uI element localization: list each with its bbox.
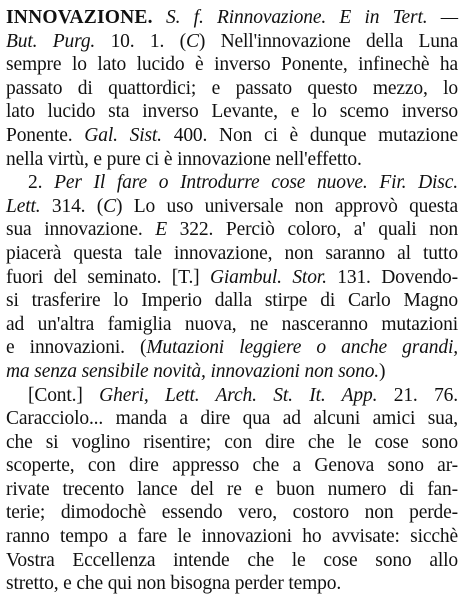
text-run: 131. Dovendo- (326, 266, 458, 288)
text-run: ranno tempo a fare le innovazioni ho avvisate: sicchè (6, 526, 458, 548)
text-line (6, 100, 458, 124)
text-run: scoperte, con dire appresso che a Genova sono ar- (6, 455, 458, 477)
text-line (6, 549, 458, 573)
italic-text: Gal. Sist. (84, 124, 162, 146)
italic-text: C (103, 195, 117, 217)
text-run: lato lucido sta inverso Levante, e lo scemo inverso (6, 101, 458, 123)
headword: INNOVAZIONE. (6, 7, 153, 28)
text-line (6, 336, 458, 360)
text-line (6, 360, 458, 384)
text-run: nella virtù, e pure ci è innovazione nell'effetto. (6, 148, 362, 170)
italic-text: Lett. (6, 195, 41, 217)
text-run: Ponente. (6, 124, 85, 146)
italic-text: ma senza sensibile novità, innovazioni non sono. (6, 360, 380, 382)
text-run: 2. (28, 172, 55, 194)
text-run: passato di quattordici; e passato questo mezzo, lo (6, 77, 458, 99)
italic-text: Giambul. Stor. (209, 266, 327, 288)
text-run: 314. ( (40, 195, 104, 217)
italic-text: Mutazioni leggiere o anche grandi, (146, 337, 458, 359)
text-line (6, 77, 458, 101)
text-line (6, 384, 458, 408)
text-run: che si voglino risentire; con dire che le cose sono (6, 431, 458, 453)
text-line (6, 266, 458, 290)
text-run: rivate trecento lance del re e buon numero di fan- (6, 478, 458, 500)
text-line (6, 53, 458, 77)
text-run: ] (193, 266, 210, 288)
text-line (6, 171, 458, 195)
text-line (6, 218, 458, 242)
text-line (6, 195, 458, 219)
text-line (6, 6, 458, 30)
dictionary-entry-innovazione (6, 6, 458, 596)
text-run: 322. Perciò coloro, a' quali non (167, 219, 458, 241)
text-run: T. (178, 266, 194, 288)
text-line (6, 572, 458, 596)
text-run: 10. 1. ( (95, 30, 186, 52)
italic-text: Gheri, Lett. Arch. St. It. App. (99, 384, 378, 406)
text-line (6, 454, 458, 478)
text-run: Caracciolo... manda a dire qua ad alcuni amici sua, (6, 408, 458, 430)
text-run: stretto, e che qui non bisogna perder tempo. (6, 573, 342, 595)
italic-text: S. f. Rinnovazione. E in Tert. — (152, 7, 458, 28)
text-run: 21. 76. (377, 384, 458, 406)
italic-text: C (185, 30, 199, 52)
text-run: piacerà questa tale innovazione, non saranno al tutto (6, 242, 458, 264)
text-line (6, 525, 458, 549)
text-line (6, 501, 458, 525)
text-line (6, 313, 458, 337)
text-run: e innovazioni. ( (6, 337, 147, 359)
text-run: Vostra Eccellenza intende che le cose sono allo (6, 549, 458, 571)
text-run: [Cont.] (28, 384, 100, 406)
text-run: ) Lo uso universale non approvò questa (116, 195, 458, 217)
text-run: 400. Non ci è dunque mutazione (161, 124, 458, 146)
text-run: terie; dimodochè essendo vero, costoro non perde- (6, 502, 458, 524)
text-run: si trasferire lo Imperio dalla stirpe di Carlo Magno (6, 290, 458, 312)
text-line (6, 431, 458, 455)
italic-text: Per Il fare o Introdurre cose nuove. Fir. Disc. (54, 172, 458, 194)
italic-text: But. Purg. (6, 30, 96, 52)
text-run: ad un'altra famiglia nuova, ne nasceranno mutazioni (6, 313, 458, 335)
text-line (6, 289, 458, 313)
text-line (6, 242, 458, 266)
text-line (6, 148, 458, 172)
text-line (6, 478, 458, 502)
text-run: sua innovazione. (6, 219, 156, 241)
text-run: ) Nell'innovazione della Luna (198, 30, 458, 52)
italic-text: E (155, 219, 168, 241)
text-run: ) (379, 360, 386, 382)
text-run: sempre lo lato lucido è inverso Ponente, infinechè ha (6, 54, 458, 76)
text-line (6, 407, 458, 431)
text-line (6, 30, 458, 54)
text-line (6, 124, 458, 148)
text-run: fuori del seminato. [ (6, 266, 179, 288)
